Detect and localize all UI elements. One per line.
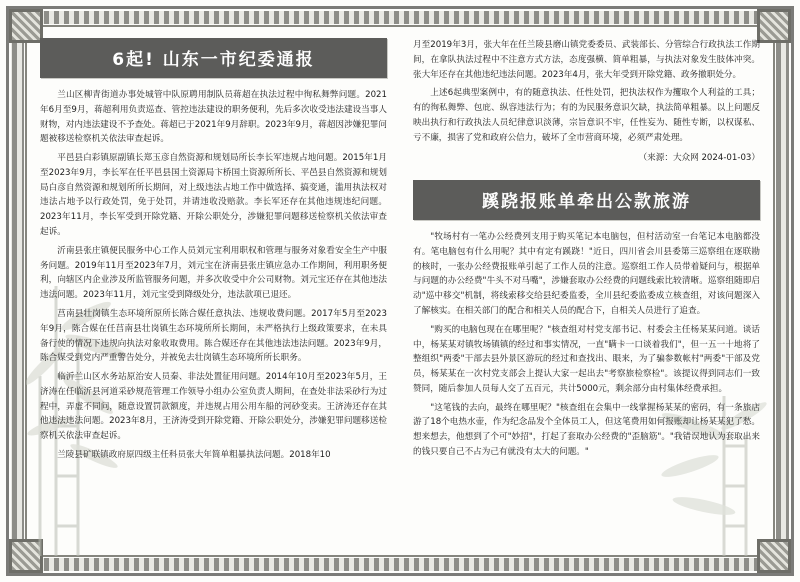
article-1-source: （来源：大众网 2024-01-03） (638, 153, 760, 164)
article-1-paragraph-4: 莒南县壮岗镇生态环境所原所长陈合媒任意执法、违规收费问题。2017年5月至2023年9月，陈合媒在任莒南县壮岗镇生态环境所所长期间，未严格执行上级政策要求，在未具备行使的情况下违规向执法对象收取费用。陈合媒还存在其他违法违法问题。2023年9月，陈合媒受到党内严重警告处分，并被免去壮岗镇生态环境所所长职务。 (40, 308, 387, 364)
article-1-paragraph-2: 平邑县白彩镇原副镇长郑玉彦自然资源和规划局所长李长军违规占地问题。2015年1月至2023年9月，李长军在任平邑县国土资源局卞桥国土资源所所长、平邑县自然资源和规划局白彦自然资源和规划所所长期间，对上级违法占地工作中做选择、搞变通，滥用执法权对违法占地予以行政处罚，免于处罚，并请违收没赔款。李长军还存在其他违规违纪问题。2023年11月，李长军受到开除党籍、开除公职处分，涉嫌犯罪问题移送检察机关依法审查起诉。 (40, 153, 387, 238)
corner-ornament-top-left (9, 9, 43, 43)
article-1-continued-paragraph-2: 上述6起典型案例中，有的随意执法、任性处罚，把执法权作为攫取个人利益的工具；有的徇私舞弊、包庇、纵容违法行为；有的为民服务意识欠缺，执法简单粗暴。以上问题反映出执行和行政执法人员纪律意识淡薄，宗旨意识不牢，任性妄为、随性专断，以权谋私、亏不廉，损害了党和政府公信力，破坏了全市营商环境，必须严肃处理。 (413, 88, 760, 143)
article-columns (40, 38, 760, 544)
corner-ornament-top-right (757, 9, 791, 43)
column-right (413, 38, 760, 544)
corner-ornament-bottom-right (757, 539, 791, 573)
headline-article-2: 蹊跷报账单牵出公款旅游 (413, 180, 760, 220)
corner-ornament-bottom-left (9, 539, 43, 573)
article-1-paragraph-6: 兰陵县矿联镇政府原四级主任科员张大年简单粗暴执法问题。2018年10 (57, 449, 331, 460)
article-2-paragraph-2: "购买的电脑包现在在哪里呢？"核查组对村党支部书记、村委会主任杨某某问道。谈话中，杨某某对镇牧场镇镇的经过和事实情况，一直"瞒卡一口谈着我们"，但一五一十地将了整组织"两委"干部去县外景区游玩的经过和查找出、眼来，为了骗参数帐村"两委"干部及党员，杨某某在一次村党支部会上提认大家一起出去"考察旅检察检"。该提议得到同志们一致赞同，随后参加人员每人交了五百元，共计5000元，剩余部分由村集体经费承担。 (413, 324, 760, 394)
article-2-paragraph-3: "这笔钱的去向，最终在哪里呢？"核查组在会集中一线掌握杨某某的密码，有一条旅店游了18个电热水壶，作为纪念品发个全体员工人，但这笔费用如何报账却让杨某某犯了愁。想来想去，他想到了个可"妙招"，打起了套取办公经费的"歪脑筋"。"我错误地认为套取出来的钱只要自己不占为己有就没有太大的问题。" (413, 402, 760, 458)
article-1-continued-paragraph-1: 月至2019年3月，张大年在任兰陵县磨山镇党委委员、武装部长、分管综合行政执法工作期间，在拿队执法过程中不注意方式方法，态度强横、简单粗暴，与执法对象发生肢体冲突。张大年还存在其他违纪违法问题。2023年4月，张大年受到开除党籍、政务撤职处分。 (413, 40, 760, 80)
article-1-paragraph-5: 临沂兰山区水务站原治安人员秦、非法处置征用问题。2014年10月至2023年5月，王济涛在任临沂县河道采砂规范管理工作领导小组办公室负责人期间，在查处非法采砂行为过程中，弄虚不同问，随意设置罚款额度，并违规占用公用车船的河砂变卖。王济涛还存在其他违法违法问题。2023年8月，王济涛受到开除党籍、开除公职处分，涉嫌犯罪问题移送检察机关依法审查起诉。 (40, 372, 387, 442)
article-1-paragraph-3: 沂南县张庄镇便民服务中心工作人员刘元宝利用职权和管理与服务对象看安全生产中服务问题。2019年11月至2023年7月，刘元宝在济南县张庄镇应急办工作期间，利用职务便利，向辖区内企业涉及所监管服务问题，并多次收受中介公司财物。刘元宝还存在其他违法违法问题。2023年11月，刘元宝受到降级处分，违法款项已退还。 (40, 245, 387, 301)
headline-article-1: 6起! 山东一市纪委通报 (40, 38, 387, 78)
column-left (40, 38, 387, 544)
article-1-paragraph-1: 兰山区柳青街道办事处城管中队原聘用制队员蒋超在执法过程中徇私舞弊问题。2021年6月至9月，蒋超利用负责巡查、管控违法建设的职务便利，先后多次收受违法建设当事人财物，对内违法建设不予查处。蒋超已于2021年9月辞职。2023年9月，蒋超因涉嫌犯罪问题被移送检察机关依法审查起诉。 (40, 90, 387, 145)
article-2-paragraph-1: "牧场村有一笔办公经费列支用于购买笔记本电脑包，但村活动室一台笔记本电脑都没有。笔电脑包有什么用呢？其中有定有蹊跷！"近日，四川省会川县委第三巡察组在逐联勘的核时，一张办公经费报账单引起了工作人员的注意。巡察组工作人员带着疑问与，根据单与问题的办公经费"牛头不对马嘴"，涉嫌套取办公经费的问题线索比较清晰。巡察组随即启动"巡中移交"机制，将线索移交给县纪委监委，全川县纪委监委成立核查组，对该问题深入了解核实。在相关部门的配合和相关人员的配合下，自相关人员进行了追查。 (413, 232, 760, 316)
